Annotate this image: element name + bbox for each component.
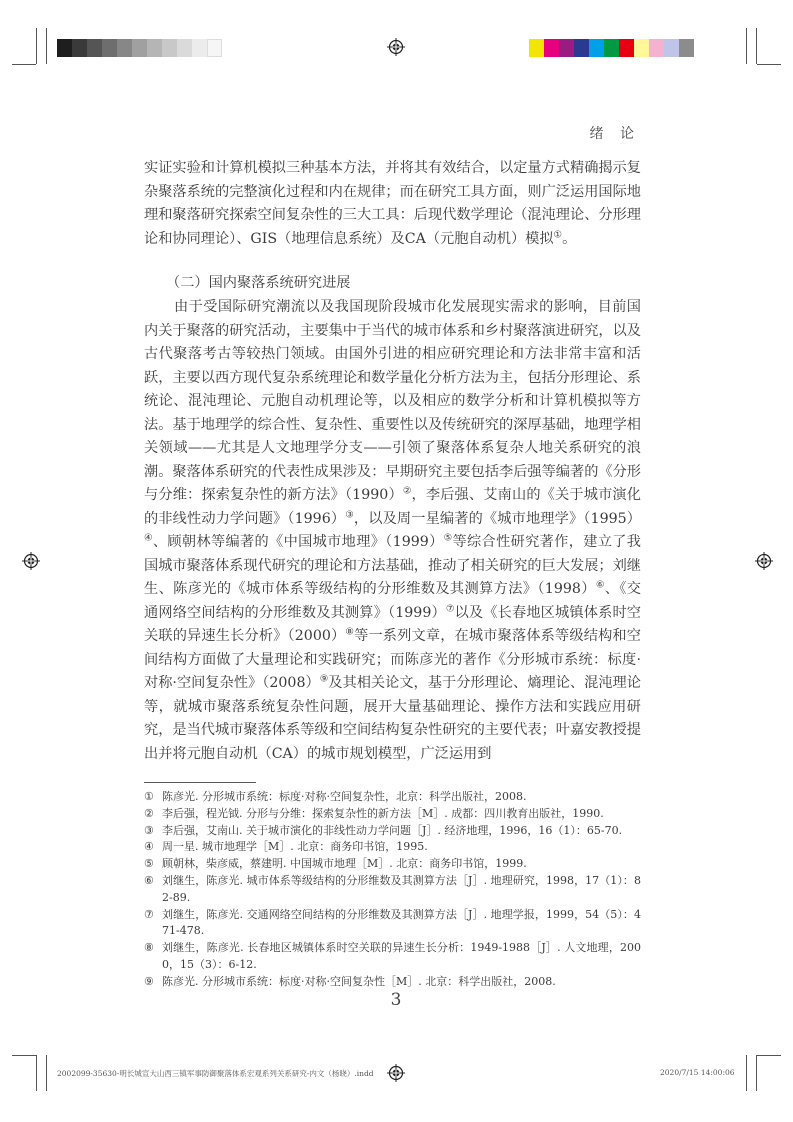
page-number: 3 bbox=[390, 990, 402, 1010]
crop-mark bbox=[746, 1055, 747, 1091]
print-slug-filename: 2002099-35630-明长城宣大山西三镇军事防御聚落体系宏观系列关系研究-内文（杨晓）.indd bbox=[57, 1069, 374, 1078]
footnote-ref[interactable]: ③ bbox=[345, 508, 354, 520]
color-swatch bbox=[559, 39, 574, 57]
paragraph-text: 由于受国际研究潮流以及我国现阶段城市化发展现实需求的影响，目前国内关于聚落的研究活动，主要集中于当代的城市体系和乡村聚落演进研究，以及古代聚落考古等较热门领域。由国外引进的相应研究理论和方法非常丰富和活跃，主要以西方现代复杂系统理论和数学量化分析方法为主，包括分形理论、系统论、混沌理论、元胞自动机理论等，以及相应的数学分析和计算机模拟等方法。基于地理学的综合性、复杂性、重要性以及传统研究的深厚基础，地理学相关领域——尤其是人文地理学分支——引领了聚落体系复杂人地关系研究的浪潮。聚落体系研究的代表性成果涉及：早期研究主要包括李后强等编著的《分形与分维：探索复杂性的新方法》（1990） bbox=[144, 299, 641, 503]
gray-swatch bbox=[102, 39, 117, 57]
footnote-item bbox=[144, 806, 641, 823]
body-paragraph bbox=[144, 157, 641, 251]
paragraph-text: 等一系列文章，在城市聚落体系等级结构和空间结构方面做了大量理论和实践研究；而陈彦光的著作《分形城市系统：标度·对称·空间复杂性》（2008） bbox=[144, 628, 641, 691]
paragraph-text: 、顾朝林等编著的《中国城市地理》（1999） bbox=[152, 534, 444, 550]
footnote-number: ⑥ bbox=[144, 873, 154, 887]
crop-mark bbox=[46, 1055, 47, 1091]
footnote-ref[interactable]: ⑤ bbox=[443, 532, 453, 544]
footnote-number: ④ bbox=[144, 840, 154, 854]
footnote-text: 陈彦光. 分形城市系统：标度·对称·空间复杂性［M］. 北京：科学出版社，2008. bbox=[162, 974, 556, 988]
footnote-item bbox=[144, 974, 641, 991]
crop-mark bbox=[757, 64, 781, 65]
crop-mark bbox=[12, 1055, 36, 1056]
paragraph-text: 、《交通网络空间结构的分形维数及其测算》（1999） bbox=[144, 581, 641, 621]
running-head: 绪 论 bbox=[589, 126, 640, 142]
gray-swatch bbox=[162, 39, 177, 57]
color-swatch bbox=[679, 39, 694, 57]
crop-mark bbox=[756, 28, 757, 64]
paragraph-text: 以及《长春地区城镇体系时空关联的异速生长分析》（2000） bbox=[144, 604, 641, 644]
color-swatch bbox=[664, 39, 679, 57]
gray-swatch bbox=[177, 39, 192, 57]
footnote-ref[interactable]: ① bbox=[553, 228, 563, 240]
paragraph-text: 实证实验和计算机模拟三种基本方法，并将其有效结合，以定量方式精确揭示复杂聚落系统的完整演化过程和内在规律；而在研究工具方面，则广泛运用国际地理和聚落研究探索空间复杂性的三大工具：后现代数学理论（混沌理论、分形理论和协同理论）、GIS（地理信息系统）及CA（元胞自动机）模拟 bbox=[144, 160, 641, 247]
paragraph-text: 等综合性研究著作，建立了我国城市聚落体系现代研究的理论和方法基础，推动了相关研究的巨大发展；刘继生、陈彦光的《城市体系等级结构的分形维数及其测算方法》（1998） bbox=[144, 534, 641, 597]
footnote-number: ⑦ bbox=[144, 907, 154, 921]
gray-swatch bbox=[72, 39, 87, 57]
footnote-text: 刘继生，陈彦光. 交通网络空间结构的分形维数及其测算方法［J］. 地理学报，1999，54（5）：471-478. bbox=[162, 907, 641, 938]
footnote-list bbox=[144, 789, 641, 991]
footnote-number: ② bbox=[144, 806, 154, 820]
color-swatch bbox=[634, 39, 649, 57]
footnote-text: 刘继生，陈彦光. 城市体系等级结构的分形维数及其测算方法［J］. 地理研究，1998，17（1）：82-89. bbox=[162, 873, 641, 904]
footnote-text: 陈彦光. 分形城市系统：标度·对称·空间复杂性，北京：科学出版社，2008. bbox=[162, 790, 527, 803]
gray-swatch bbox=[192, 39, 207, 57]
footnote-item bbox=[144, 823, 641, 840]
footnote-ref[interactable]: ⑥ bbox=[595, 579, 605, 591]
crop-mark bbox=[36, 1055, 37, 1091]
footnote-number: ⑧ bbox=[144, 941, 154, 955]
paragraph-text: 。 bbox=[562, 230, 577, 247]
footnote-ref[interactable]: ⑨ bbox=[319, 673, 329, 685]
crop-mark bbox=[36, 28, 37, 64]
gray-swatch bbox=[132, 39, 147, 57]
crop-mark bbox=[746, 28, 747, 64]
crop-mark bbox=[12, 64, 36, 65]
crop-mark bbox=[757, 1055, 781, 1056]
gray-swatch bbox=[57, 39, 72, 57]
footnote-item bbox=[144, 856, 641, 873]
registration-mark-icon bbox=[387, 1064, 405, 1082]
gray-swatch bbox=[147, 39, 162, 57]
footnote-ref[interactable]: ② bbox=[402, 485, 412, 497]
footnote-number: ⑤ bbox=[144, 857, 154, 871]
footnote-text: 刘继生，陈彦光. 长春地区城镇体系时空关联的异速生长分析：1949-1988［J］. 人文地理，2000，15（3）：6-12. bbox=[162, 941, 641, 971]
color-swatch bbox=[544, 39, 559, 57]
color-calibration-bar bbox=[529, 39, 694, 57]
footnote-ref[interactable]: ④ bbox=[144, 532, 153, 544]
paragraph-text: 及其相关论文，基于分形理论、熵理论、混沌理论等，就城市聚落系统复杂性问题，展开大量基础理论、操作方法和实践应用研究，是当代城市聚落体系等级和空间结构复杂性研究的主要代表；叶嘉安教授提出并将元胞自动机（CA）的城市规划模型，广泛运用到 bbox=[144, 675, 641, 762]
footnote-number: ① bbox=[144, 790, 154, 803]
footnote-item bbox=[144, 940, 641, 974]
paragraph-text: ，李后强、艾南山的《关于城市演化的非线性动力学问题》（1996） bbox=[144, 487, 641, 527]
footnote-ref[interactable]: ⑧ bbox=[345, 626, 355, 638]
crop-mark bbox=[756, 1055, 757, 1091]
gray-swatch bbox=[207, 39, 222, 57]
footnote-ref[interactable]: ⑦ bbox=[445, 602, 455, 614]
gray-swatch bbox=[117, 39, 132, 57]
registration-mark-icon bbox=[387, 38, 405, 56]
footnote-text: 李后强，艾南山. 关于城市演化的非线性动力学问题［J］. 经济地理，1996，16（1）：65-70. bbox=[162, 823, 623, 837]
footnote-item bbox=[144, 789, 641, 806]
footnote-text: 顾朝林，柴彦威，蔡建明. 中国城市地理［M］. 北京：商务印书馆，1999. bbox=[162, 857, 527, 871]
color-swatch bbox=[529, 39, 544, 57]
print-slug-timestamp: 2020/7/15 14:00:06 bbox=[660, 1068, 735, 1077]
footnote-number: ⑨ bbox=[144, 974, 154, 988]
registration-mark-icon bbox=[755, 552, 773, 570]
crop-mark bbox=[46, 28, 47, 64]
color-swatch bbox=[619, 39, 634, 57]
paragraph-text: ，以及周一星编著的《城市地理学》（1995） bbox=[353, 510, 641, 527]
footnote-text: 李后强，程光钺. 分形与分维：探索复杂性的新方法［M］. 成都：四川教育出版社，1990. bbox=[162, 806, 604, 820]
footnote-item bbox=[144, 907, 641, 941]
section-subheading: （二）国内聚落系统研究进展 bbox=[166, 275, 351, 291]
gray-swatch bbox=[87, 39, 102, 57]
color-swatch bbox=[574, 39, 589, 57]
grayscale-calibration-bar bbox=[57, 39, 222, 57]
color-swatch bbox=[604, 39, 619, 57]
footnote-number: ③ bbox=[144, 823, 154, 837]
footnote-divider bbox=[144, 782, 256, 783]
color-swatch bbox=[589, 39, 604, 57]
color-swatch bbox=[649, 39, 664, 57]
footnote-item bbox=[144, 839, 641, 856]
footnote-item bbox=[144, 873, 641, 907]
footnote-text: 周一星. 城市地理学［M］. 北京：商务印书馆，1995. bbox=[162, 840, 428, 854]
body-paragraph bbox=[144, 296, 641, 766]
registration-mark-icon bbox=[22, 552, 40, 570]
